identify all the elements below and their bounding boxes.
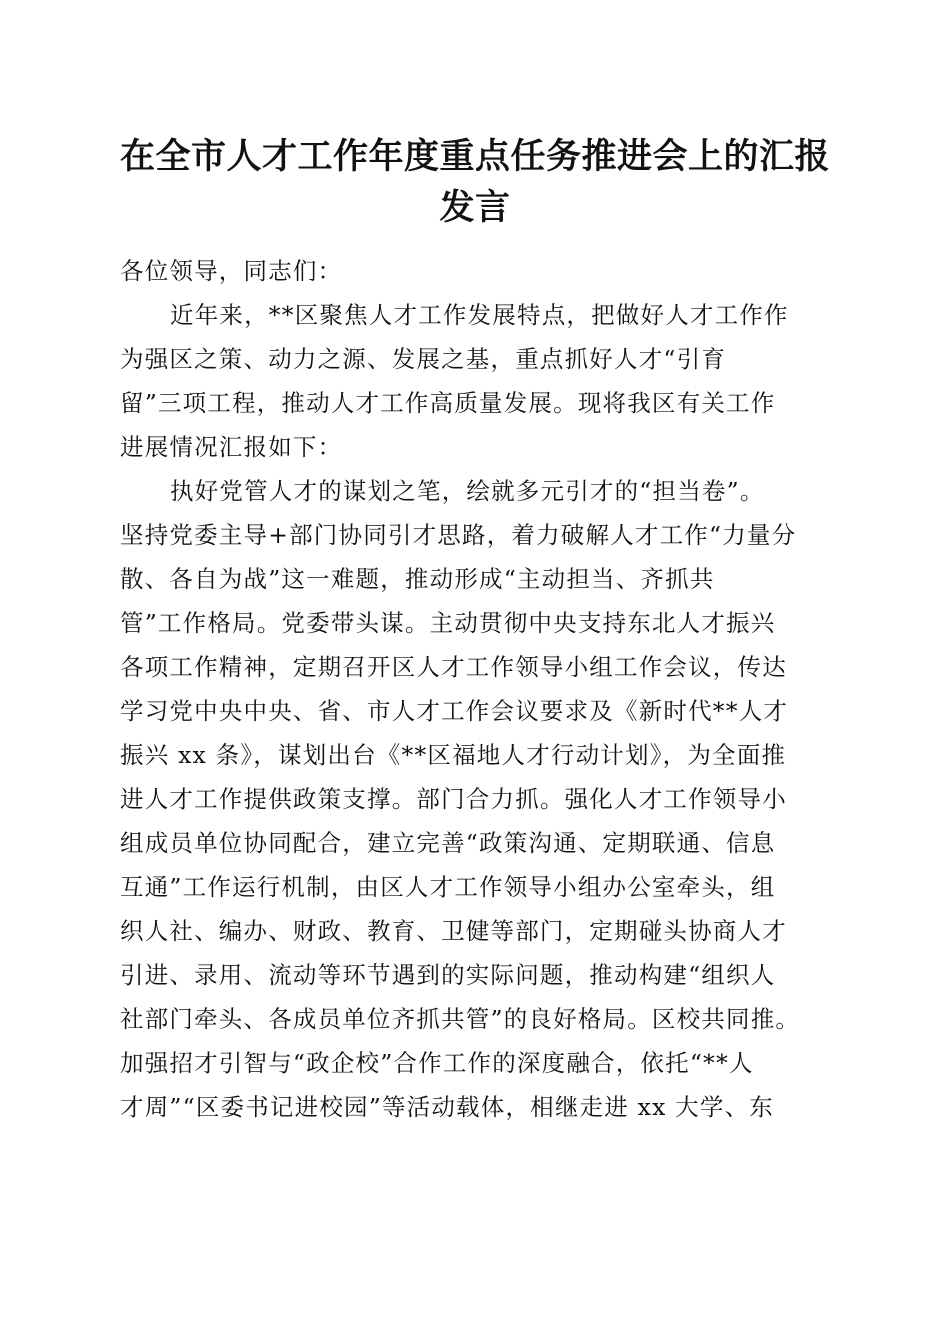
paragraph-line: 学习党中央中央、省、市人才工作会议要求及《新时代**人才 (120, 697, 789, 725)
paragraph-line: 才周”“区委书记进校园”等活动载体，相继走进 xx 大学、东 (120, 1093, 774, 1121)
paragraph-line: 为强区之策、动力之源、发展之基，重点抓好人才“引育 (120, 345, 727, 373)
paragraph-line: 散、各自为战”这一难题，推动形成“主动担当、齐抓共 (120, 565, 715, 593)
paragraph-line: 互通”工作运行机制，由区人才工作领导小组办公室牵头，组 (120, 873, 776, 901)
paragraph-line: 加强招才引智与“政企校”合作工作的深度融合，依托“**人 (120, 1049, 754, 1077)
paragraph-section-1 (120, 469, 840, 1129)
paragraph-line: 进展情况汇报如下： (120, 433, 343, 461)
paragraph-line: 坚持党委主导+部门协同引才思路，着力破解人才工作“力量分 (120, 521, 797, 549)
paragraph-intro (120, 293, 840, 469)
document-body (120, 249, 840, 1129)
document-title (95, 132, 855, 234)
salutation: 各位领导，同志们： (120, 257, 343, 285)
paragraph-line: 各项工作精神，定期召开区人才工作领导小组工作会议，传达 (120, 653, 787, 681)
paragraph-line: 组成员单位协同配合，建立完善“政策沟通、定期联通、信息 (120, 829, 776, 857)
title-line-2: 发言 (439, 188, 511, 228)
paragraph-line: 进人才工作提供政策支撑。部门合力抓。强化人才工作领导小 (120, 785, 787, 813)
paragraph-line: 振兴 xx 条》，谋划出台《**区福地人才行动计划》，为全面推 (120, 741, 787, 769)
title-line-1: 在全市人才工作年度重点任务推进会上的汇报 (119, 137, 830, 177)
paragraph-line: 留”三项工程，推动人才工作高质量发展。现将我区有关工作 (120, 389, 776, 417)
paragraph-line: 引进、录用、流动等环节遇到的实际问题，推动构建“组织人 (120, 961, 776, 989)
paragraph-line: 织人社、编办、财政、教育、卫健等部门，定期碰头协商人才 (120, 917, 787, 945)
paragraph-line: 管”工作格局。党委带头谋。主动贯彻中央支持东北人才振兴 (120, 609, 776, 637)
paragraph-line: 社部门牵头、各成员单位齐抓共管”的良好格局。区校共同推。 (120, 1005, 801, 1033)
paragraph-line: 近年来，**区聚焦人才工作发展特点，把做好人才工作作 (170, 301, 789, 329)
paragraph-line: 执好党管人才的谋划之笔，绘就多元引才的“担当卷”。 (170, 477, 765, 505)
